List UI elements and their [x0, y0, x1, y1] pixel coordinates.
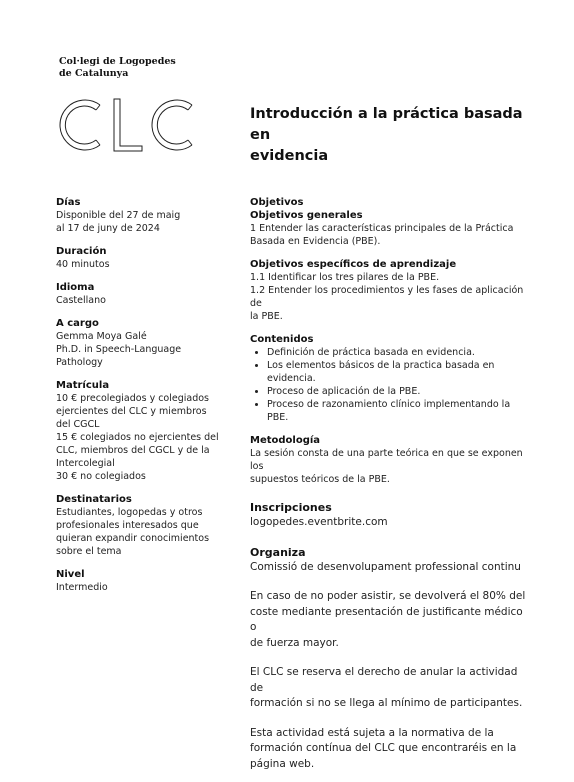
destinatarios-line-1: Estudiantes, logopedas y otros [56, 507, 203, 518]
course-title [250, 104, 530, 167]
objetivos-especificos-line-3: la PBE. [250, 311, 283, 322]
destinatarios-line-2: profesionales interesados que [56, 520, 199, 531]
objetivos-especificos-heading: Objetivos específicos de aprendizaje [250, 259, 457, 270]
list-item: • Proceso de razonamiento clínico implementando la PBE. [267, 398, 530, 424]
objetivos-especificos-line-1: 1.1 Identificar los tres pilares de la PBE. [250, 272, 440, 283]
objetivos-section [250, 196, 530, 248]
course-title-line-1: Introducción a la práctica basada en [250, 106, 523, 143]
org-name-line-1: Col·legi de Logopedes [59, 56, 176, 67]
course-details-column [56, 196, 231, 604]
matricula-line-2: ejercientes del CLC y miembros [56, 406, 207, 417]
logo-l [114, 99, 142, 151]
matricula-line-4: 15 € colegiados no ejercientes del [56, 432, 219, 443]
objetivos-generales-heading: Objetivos generales [250, 210, 363, 221]
clc-logo [56, 94, 198, 156]
idioma-section [56, 281, 231, 307]
cargo-heading: A cargo [56, 318, 99, 329]
destinatarios-section [56, 493, 231, 558]
cancellation-note [250, 665, 530, 712]
inscripciones-heading: Inscripciones [250, 501, 332, 514]
course-content-column [250, 196, 530, 782]
destinatarios-line-3: quieran expandir conocimientos [56, 533, 210, 544]
matricula-section [56, 379, 231, 483]
destinatarios-line-4: sobre el tema [56, 546, 122, 557]
clc-logo-outline [60, 99, 192, 151]
regulation-note [250, 726, 530, 773]
objetivos-heading: Objetivos [250, 197, 304, 208]
regulation-note-line-1: Esta actividad está sujeta a la normativa de la [250, 726, 494, 739]
organiza-value: Comissió de desenvolupament professional continu [250, 560, 521, 573]
matricula-line-7: 30 € no colegiados [56, 471, 146, 482]
logo-c2-outer [152, 100, 192, 150]
objetivos-especificos-line-2: 1.2 Entender los procedimientos y les fases de aplicación de [250, 285, 524, 309]
idioma-value: Castellano [56, 295, 106, 306]
organiza-section [250, 545, 530, 576]
nivel-section [56, 568, 231, 594]
metodologia-heading: Metodología [250, 435, 321, 446]
cancellation-note-line-1: El CLC se reserva el derecho de anular la actividad de [250, 666, 518, 694]
cargo-section [56, 317, 231, 369]
nivel-value: Intermedio [56, 582, 108, 593]
dias-section [56, 196, 231, 235]
list-item: • Los elementos básicos de la practica basada en evidencia. [267, 359, 530, 385]
dias-line-1: Disponible del 27 de maig [56, 210, 181, 221]
refund-note-line-3: de fuerza mayor. [250, 636, 339, 649]
course-title-line-2: evidencia [250, 148, 329, 164]
cargo-line-2: Ph.D. in Speech-Language [56, 344, 182, 355]
list-item: • Definición de práctica basada en evidencia. [267, 346, 530, 359]
refund-note-line-1: En caso de no poder asistir, se devolverá el 80% del [250, 590, 526, 602]
refund-note [250, 589, 530, 651]
logo-c1-inner [65, 106, 96, 144]
contenidos-heading: Contenidos [250, 334, 314, 345]
organiza-heading: Organiza [250, 545, 306, 559]
objetivos-especificos-section [250, 258, 530, 323]
organization-name [59, 56, 176, 80]
contenidos-list [250, 346, 530, 424]
list-item: • Proceso de aplicación de la PBE. [267, 385, 530, 398]
logo-c1-outer [60, 100, 100, 150]
org-name-line-2: de Catalunya [59, 68, 129, 79]
metodologia-line-2: supuestos teóricos de la PBE. [250, 474, 390, 485]
matricula-line-5: CLC, miembros del CGCL y de la [56, 445, 210, 456]
inscripciones-section [250, 500, 530, 531]
dias-line-2: al 17 de juny de 2024 [56, 223, 160, 234]
matricula-line-3: del CGCL [56, 419, 100, 430]
objetivos-generales-line-2: Basada en Evidencia (PBE). [250, 236, 381, 247]
duracion-heading: Duración [56, 246, 107, 257]
cargo-line-1: Gemma Moya Galé [56, 331, 147, 342]
regulation-note-line-3: página web. [250, 757, 315, 770]
regulation-note-line-2: formación contínua del CLC que encontraréis en la [250, 742, 517, 754]
inscripciones-link[interactable]: logopedes.eventbrite.com [250, 516, 388, 528]
cargo-line-3: Pathology [56, 357, 103, 368]
duracion-value: 40 minutos [56, 259, 110, 270]
refund-note-line-2: coste mediante presentación de justificante médico o [250, 605, 523, 633]
cancellation-note-line-2: formación si no se llega al mínimo de participantes. [250, 697, 523, 709]
objetivos-generales-line-1: 1 Entender las características principales de la Práctica [250, 223, 514, 234]
nivel-heading: Nivel [56, 569, 85, 580]
matricula-heading: Matrícula [56, 380, 110, 391]
matricula-line-1: 10 € precolegiados y colegiados [56, 393, 210, 404]
metodologia-line-1: La sesión consta de una parte teórica en que se exponen los [250, 448, 523, 472]
contenidos-section [250, 333, 530, 424]
destinatarios-heading: Destinatarios [56, 494, 132, 505]
matricula-line-6: Intercolegial [56, 458, 115, 469]
idioma-heading: Idioma [56, 282, 95, 293]
duracion-section [56, 245, 231, 271]
dias-heading: Días [56, 197, 81, 208]
metodologia-section [250, 434, 530, 486]
logo-c2-inner [157, 106, 188, 144]
